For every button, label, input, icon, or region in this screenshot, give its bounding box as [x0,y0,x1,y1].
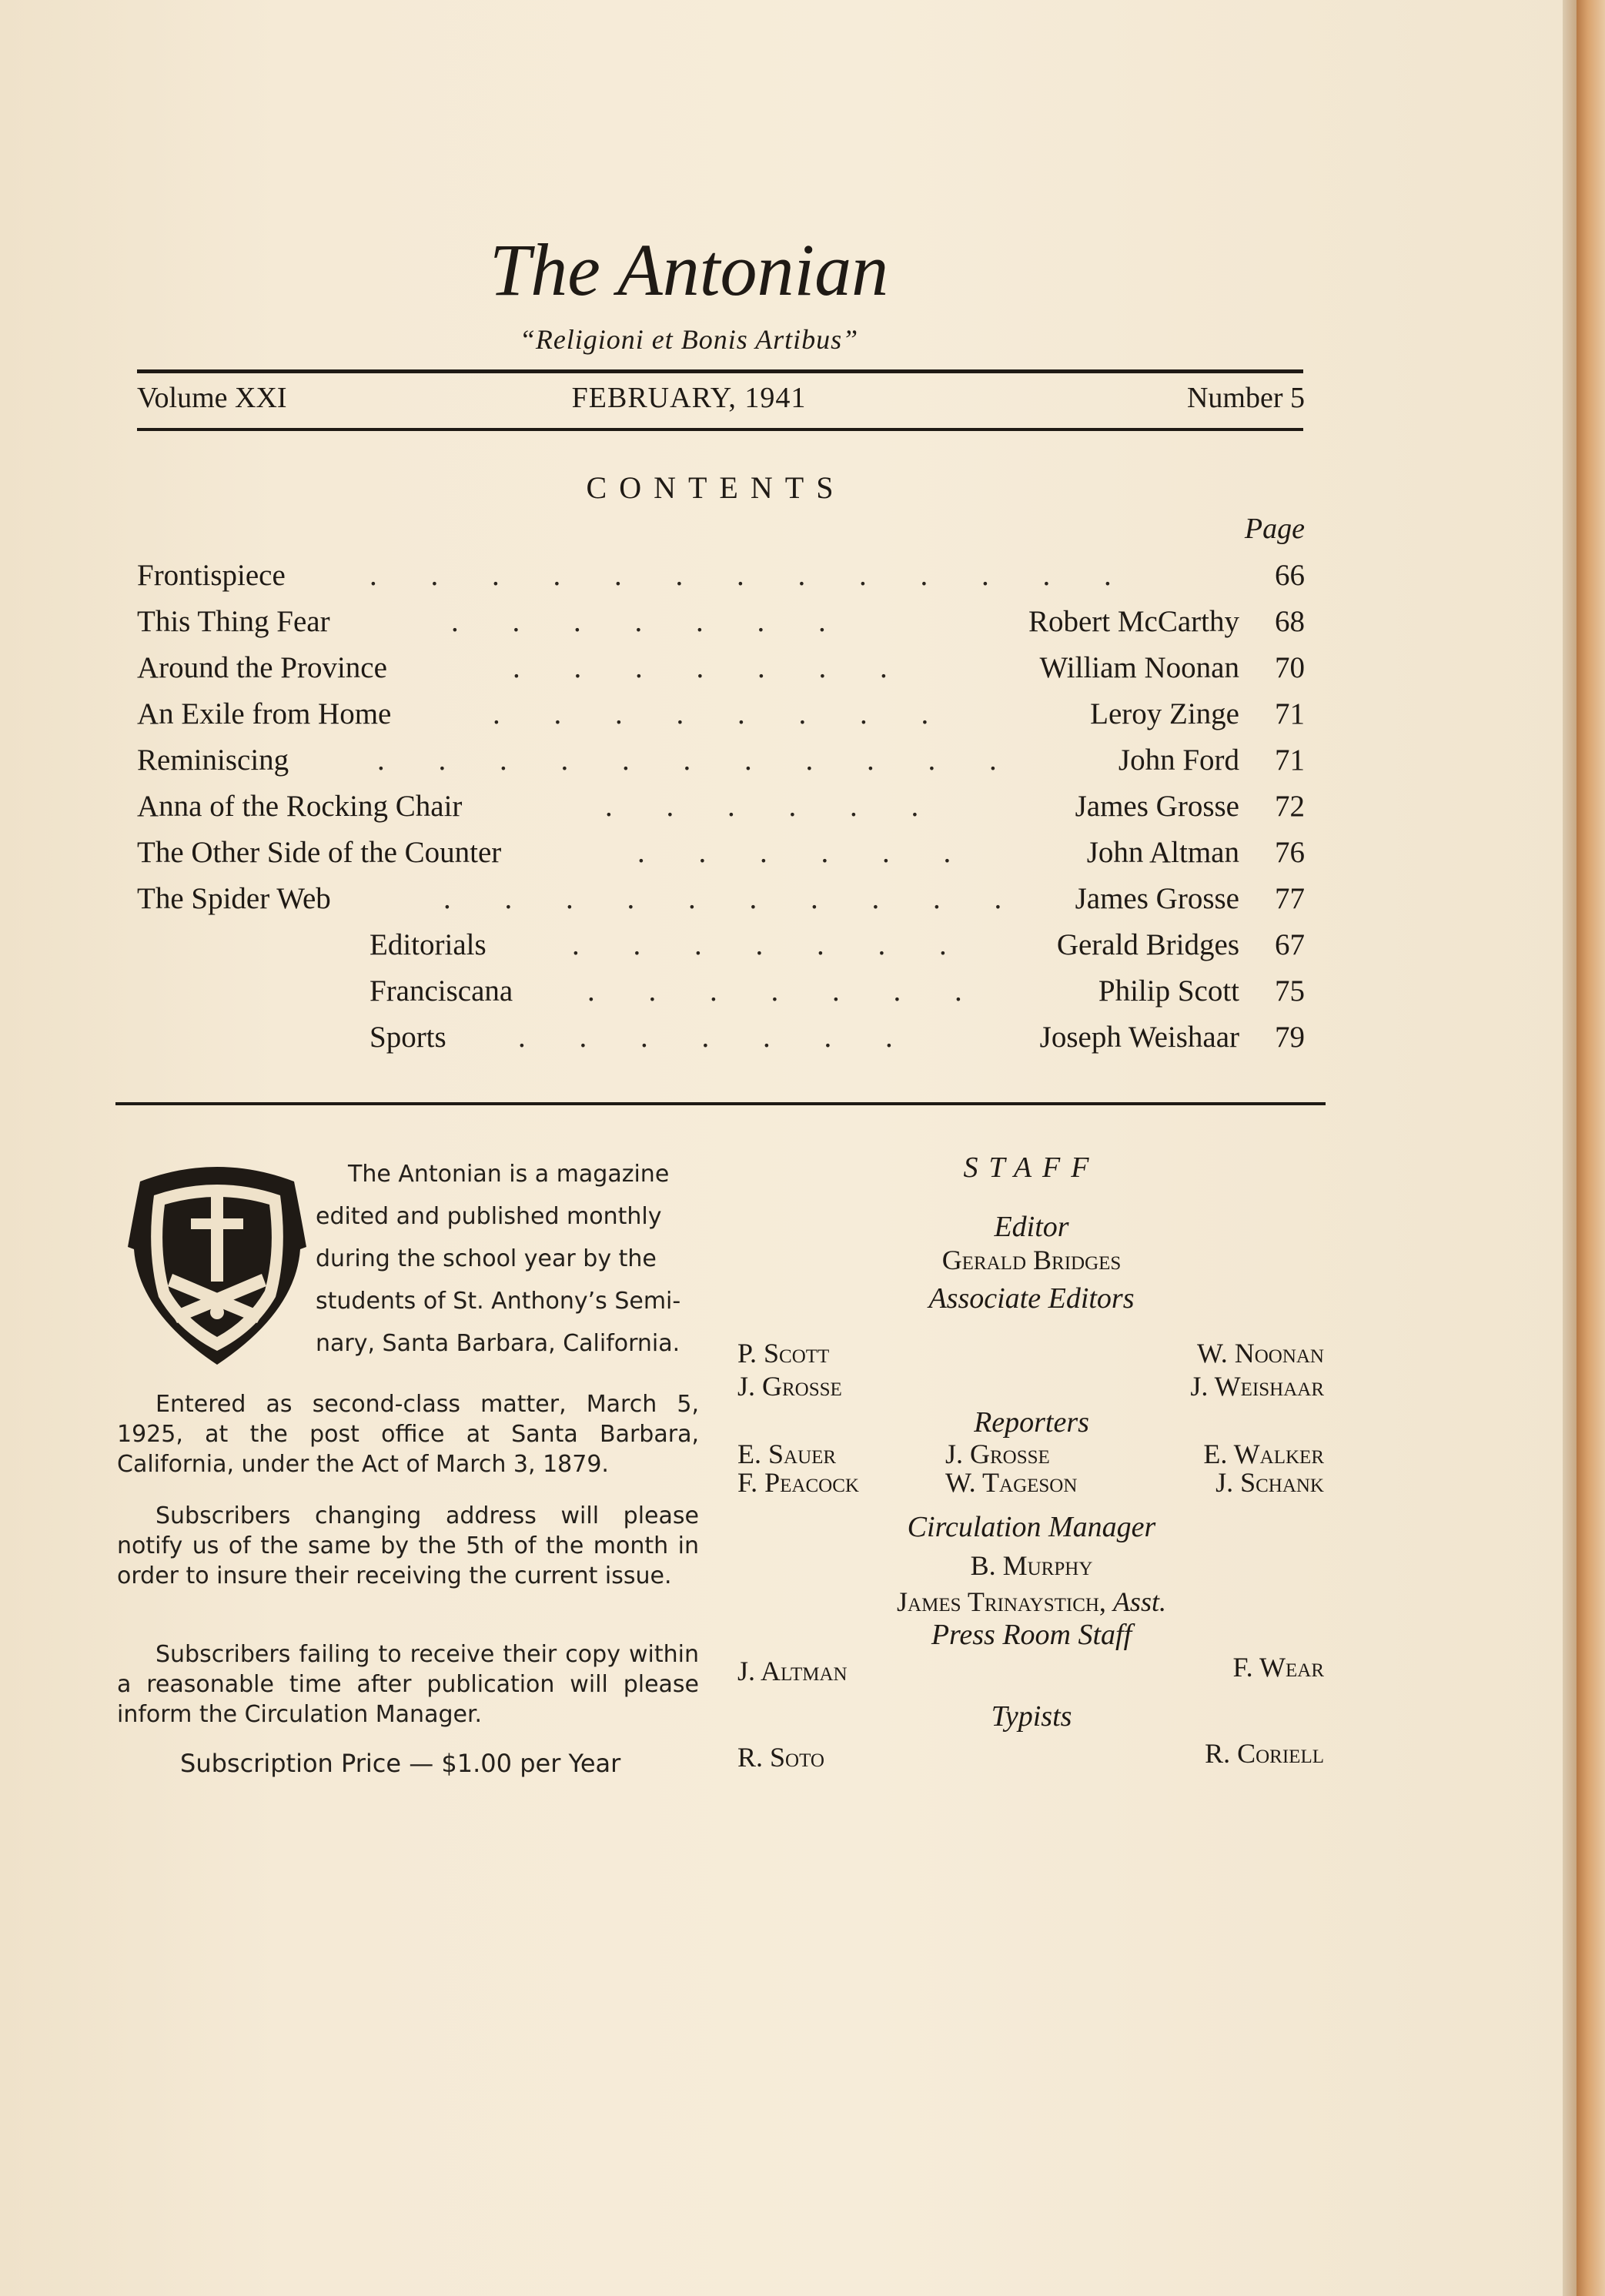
description-line: The Antonian is a magazine [348,1161,670,1188]
entry-page: 72 [1275,790,1305,823]
entry-author: William Noonan [1039,651,1239,684]
entry-author: Leroy Zinge [1090,697,1239,730]
page-edge-shadow [1563,0,1577,2296]
address-change-notice: Subscribers changing address will please notify us of the same by the 5th of the month in order to insure their receiving the current issue. [117,1502,699,1589]
contents-heading: CONTENTS [586,470,846,505]
associate-editors-label: Associate Editors [928,1282,1135,1315]
contents-entry [137,1020,1305,1058]
section-divider-rule [115,1102,1326,1105]
circulation-assistant-role: Asst. [1112,1586,1166,1617]
contents-entry [137,835,1305,874]
page-edge-binding [1577,0,1605,2296]
description-line: edited and published monthly [316,1203,662,1230]
entry-title: Editorials [369,928,487,961]
entry-author: John Altman [1086,836,1239,869]
contents-entry [137,558,1305,597]
contents-entry [137,650,1305,689]
entry-author: James Grosse [1075,790,1239,823]
associate-editor-name: J. Grosse [737,1371,842,1402]
entry-page: 75 [1275,974,1305,1008]
entry-author: James Grosse [1075,882,1239,915]
press-room-name: J. Altman [737,1656,848,1686]
reporter-name: J. Grosse [945,1439,1050,1469]
page-column-label: Page [1244,513,1305,545]
entry-author: John Ford [1118,744,1239,777]
entry-page: 71 [1275,744,1305,777]
reporter-name: E. Walker [1203,1439,1324,1469]
entry-page: 71 [1275,697,1305,730]
press-room-name: F. Wear [1232,1652,1324,1683]
entry-author: Philip Scott [1098,974,1239,1008]
typist-name: R. Soto [737,1742,824,1773]
entry-page: 76 [1275,836,1305,869]
entry-title: Sports [369,1021,446,1054]
contents-entry [137,974,1305,1012]
entry-title: This Thing Fear [137,605,330,638]
entry-page: 70 [1275,651,1305,684]
dot-leader: . . . . . . . . . . [443,882,1025,915]
dot-leader: . . . . . . . [451,605,849,638]
entry-author: Joseph Weishaar [1039,1021,1239,1054]
contents-entry [137,789,1305,827]
dot-leader: . . . . . . . [572,928,970,961]
entry-page: 79 [1275,1021,1305,1054]
associate-editor-name: W. Noonan [1197,1338,1324,1369]
typists-label: Typists [991,1700,1072,1733]
dot-leader: . . . . . . [605,790,942,823]
description-line: students of St. Anthony’s Semi- [316,1288,681,1315]
associate-editor-name: P. Scott [737,1338,830,1369]
editor-name: Gerald Bridges [941,1245,1122,1275]
magazine-description [316,1153,704,1365]
contents-entry [137,881,1305,920]
entry-title: The Other Side of the Counter [137,836,502,869]
dot-leader: . . . . . . [637,836,975,869]
circulation-manager-name: B. Murphy [970,1550,1093,1581]
press-room-label: Press Room Staff [931,1619,1132,1651]
issue-number: Number 5 [1186,382,1305,414]
contents-entry [137,697,1305,735]
editor-label: Editor [994,1211,1069,1243]
entry-title: Franciscana [369,974,513,1008]
entry-page: 67 [1275,928,1305,961]
reporter-name: E. Sauer [737,1439,837,1469]
reporter-name: F. Peacock [737,1467,859,1498]
entry-title: Reminiscing [137,744,289,777]
entry-author: Gerald Bridges [1056,928,1239,961]
entry-title: Frontispiece [137,559,286,592]
seminary-seal-icon [125,1158,309,1370]
issue-date: FEBRUARY, 1941 [571,382,807,414]
dot-leader: . . . . . . . . . . . . . [369,559,1135,592]
masthead-top-rule [137,369,1303,373]
contents-entry [137,743,1305,781]
contents-entry [137,604,1305,643]
reporters-label: Reporters [974,1406,1089,1439]
typist-name: R. Coriell [1205,1738,1324,1769]
dot-leader: . . . . . . . . . . . [377,744,1020,777]
delivery-notice: Subscribers failing to receive their copy within a reasonable time after publication will please inform the Circulation Manager. [117,1641,699,1728]
entry-page: 68 [1275,605,1305,638]
mailing-entry-notice: Entered as second-class matter, March 5, 1925, at the post office at Santa Barbara, California, under the Act of March 3, 1879. [117,1391,699,1478]
reporter-name: J. Schank [1215,1467,1324,1498]
reporter-name: W. Tageson [945,1467,1078,1498]
entry-title: The Spider Web [137,882,331,915]
description-line: during the school year by the [316,1245,657,1272]
dot-leader: . . . . . . . [518,1021,916,1054]
dot-leader: . . . . . . . . [493,697,952,730]
circulation-assistant-name: James Trinaystich, [897,1586,1106,1617]
dot-leader: . . . . . . . [513,651,911,684]
entry-title: Anna of the Rocking Chair [137,790,463,823]
masthead-bottom-rule [137,428,1303,431]
dot-leader: . . . . . . . [587,974,985,1008]
contents-entry [137,927,1305,966]
entry-title: An Exile from Home [137,697,392,730]
circulation-assistant [731,1586,1332,1618]
entry-page: 77 [1275,882,1305,915]
magazine-motto: “Religioni et Bonis Artibus” [519,324,859,355]
entry-page: 66 [1275,559,1305,592]
entry-title: Around the Province [137,651,387,684]
entry-author: Robert McCarthy [1028,605,1239,638]
circulation-manager-label: Circulation Manager [907,1511,1156,1543]
subscription-price: Subscription Price — $1.00 per Year [180,1749,621,1778]
volume-label: Volume XXI [137,382,287,414]
associate-editor-name: J. Weishaar [1190,1371,1324,1402]
magazine-title: The Antonian [489,229,889,311]
description-line: nary, Santa Barbara, California. [316,1330,680,1357]
staff-heading: STAFF [963,1151,1100,1184]
